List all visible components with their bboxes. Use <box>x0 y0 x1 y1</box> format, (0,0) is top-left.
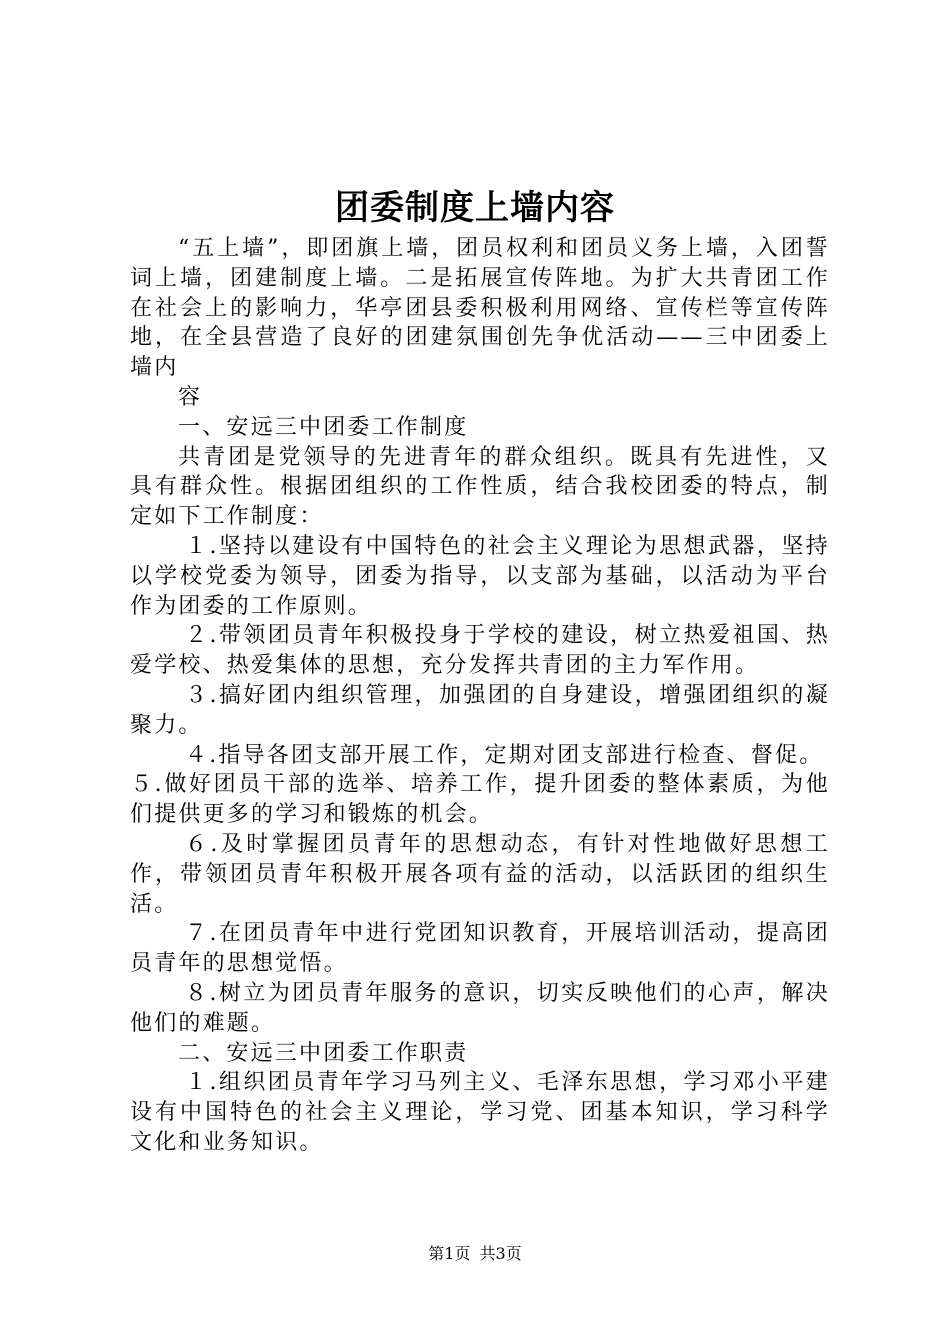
list-item-rule-3: ３.搞好团内组织管理，加强团的自身建设，增强团组织的凝聚力。 <box>130 682 830 738</box>
paragraph-rules-preamble: 共青团是党领导的先进青年的群众组织。既具有先进性，又具有群众性。根据团组织的工作性质，结合我校团委的特点，制定如下工作制度： <box>130 444 830 530</box>
list-item-rule-2: ２.带领团员青年积极投身于学校的建设，树立热爱祖国、热爱学校、热爱集体的思想，充分发挥共青团的主力军作用。 <box>130 623 830 679</box>
list-item-rule-8: ８.树立为团员青年服务的意识，切实反映他们的心声，解决他们的难题。 <box>130 980 830 1036</box>
page-total: 共3页 <box>479 1244 522 1263</box>
page-number: 第1页 <box>428 1244 471 1263</box>
document-body <box>130 234 830 1158</box>
list-item-rule-1: １.坚持以建设有中国特色的社会主义理论为思想武器，坚持以学校党委为领导，团委为指导，以支部为基础，以活动为平台作为团委的工作原则。 <box>130 533 830 619</box>
section-heading-work-rules: 一、安远三中团委工作制度 <box>178 414 469 440</box>
page-footer <box>0 1242 950 1266</box>
list-item-rule-6: ６.及时掌握团员青年的思想动态，有针对性地做好思想工作，带领团员青年积极开展各项有益的活动，以活跃团的组织生活。 <box>130 831 830 917</box>
section-heading-work-duties: 二、安远三中团委工作职责 <box>178 1040 469 1066</box>
list-item-rule-5: ５.做好团员干部的选举、培养工作，提升团委的整体素质，为他们提供更多的学习和锻炼的机会。 <box>130 772 830 828</box>
document-title: 团委制度上墙内容 <box>335 188 615 228</box>
paragraph-intro-continuation: 容 <box>178 384 203 410</box>
paragraph-intro: “五上墙”，即团旗上墙，团员权利和团员义务上墙，入团誓词上墙，团建制度上墙。二是拓展宣传阵地。为扩大共青团工作在社会上的影响力，华亭团县委积极利用网络、宣传栏等宣传阵地，在全县营造了良好的团建氛围创先争优活动——三中团委上墙内 <box>130 236 830 381</box>
list-item-rule-7: ７.在团员青年中进行党团知识教育，开展培训活动，提高团员青年的思想觉悟。 <box>130 921 830 977</box>
list-item-rule-4: ４.指导各团支部开展工作，定期对团支部进行检查、督促。 <box>185 742 824 768</box>
list-item-duty-1: １.组织团员青年学习马列主义、毛泽东思想，学习邓小平建设有中国特色的社会主义理论，学习党、团基本知识，学习科学文化和业务知识。 <box>130 1070 830 1155</box>
